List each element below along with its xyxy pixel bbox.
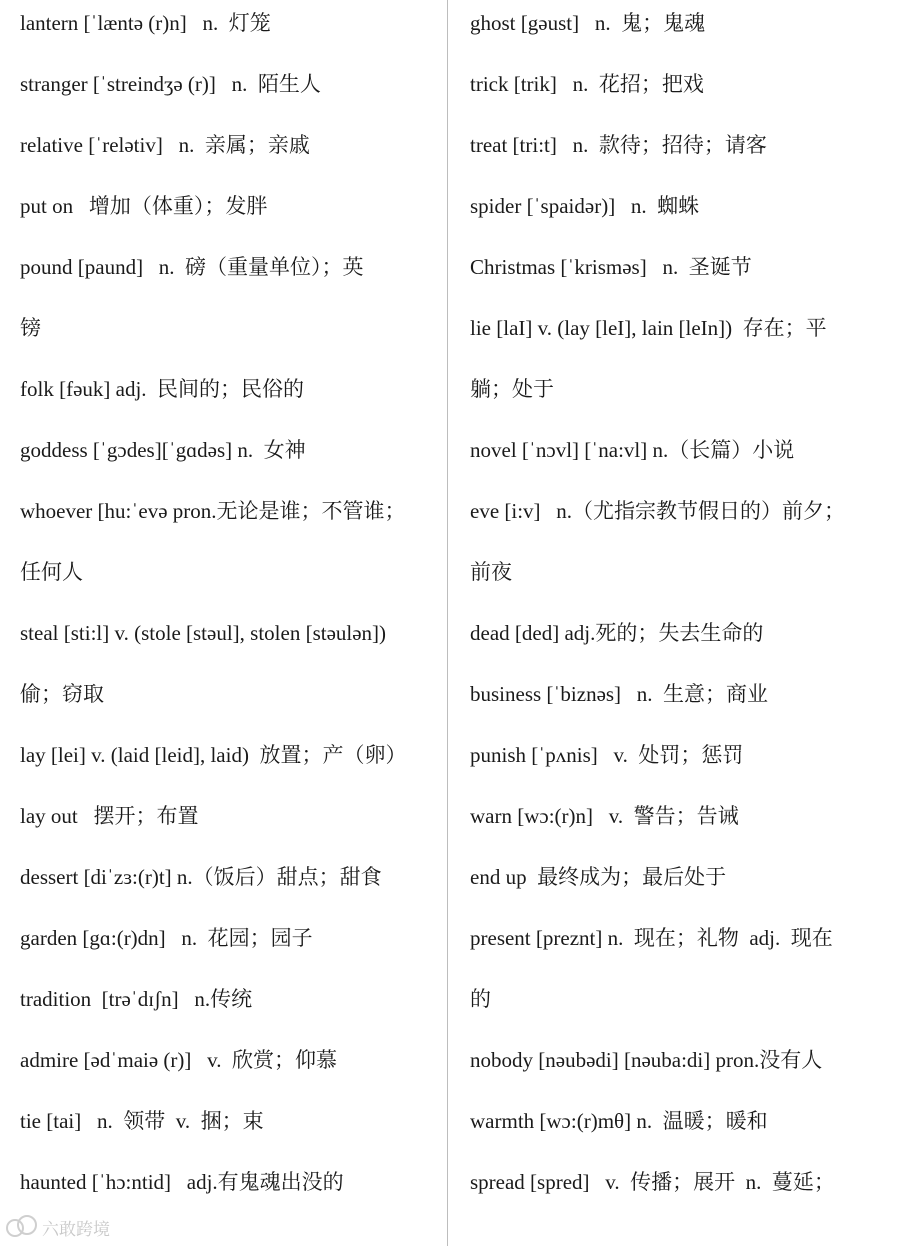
vocab-line: warmth [wɔ:(r)mθ] n. 温暖；暖和: [470, 1109, 768, 1133]
vocab-line: novel [ˈnɔvl] [ˈna:vl] n.（长篇）小说: [470, 438, 795, 462]
vocab-line: eve [i:v] n.（尤指宗教节假日的）前夕；: [470, 499, 846, 523]
vocab-line: folk [fəuk] adj. 民间的；民俗的: [20, 377, 305, 401]
vocab-line: lie [laI] v. (lay [leI], lain [leIn]) 存在；平: [470, 316, 827, 340]
vocab-line: haunted [ˈhɔ:ntid] adj.有鬼魂出没的: [20, 1170, 344, 1194]
vocab-line: dessert [diˈzɜ:(r)t] n.（饭后）甜点；甜食: [20, 865, 382, 889]
vocab-line: dead [ded] adj.死的；失去生命的: [470, 621, 764, 645]
column-divider: [447, 0, 448, 1246]
vocab-line: nobody [nəubədi] [nəuba:di] pron.没有人: [470, 1048, 823, 1072]
vocab-line: 前夜: [470, 560, 512, 584]
vocab-line: business [ˈbiznəs] n. 生意；商业: [470, 682, 769, 706]
vocab-line: steal [sti:l] v. (stole [stəul], stolen [stəulən]): [20, 621, 387, 645]
vocab-line: 偷；窃取: [20, 682, 104, 706]
watermark: [6, 1212, 110, 1242]
vocab-line: 的: [470, 987, 491, 1011]
vocab-line: 躺；处于: [470, 377, 554, 401]
vocab-line: ghost [gəust] n. 鬼；鬼魂: [470, 11, 706, 35]
watermark-logo-icon: [6, 1215, 36, 1239]
vocab-line: lay [lei] v. (laid [leid], laid) 放置；产（卵）: [20, 743, 407, 767]
vocab-line: 任何人: [20, 560, 83, 584]
vocab-line: treat [tri:t] n. 款待；招待；请客: [470, 133, 767, 157]
vocab-line: admire [ədˈmaiə (r)] v. 欣赏；仰慕: [20, 1048, 338, 1072]
vocab-line: goddess [ˈgɔdes][ˈgɑdəs] n. 女神: [20, 438, 306, 462]
vocab-line: 镑: [20, 316, 41, 340]
vocab-line: lay out 摆开；布置: [20, 804, 199, 828]
vocab-line: pound [paund] n. 磅（重量单位）；英: [20, 255, 364, 279]
watermark-text: 六敢跨境: [42, 1219, 110, 1240]
vocab-line: trick [trik] n. 花招；把戏: [470, 72, 704, 96]
vocab-line: warn [wɔ:(r)n] v. 警告；告诫: [470, 804, 739, 828]
vocab-line: whoever [hu:ˈevə pron.无论是谁；不管谁；: [20, 499, 406, 523]
vocab-line: lantern [ˈlæntə (r)n] n. 灯笼: [20, 11, 271, 35]
vocab-line: punish [ˈpʌnis] v. 处罚；惩罚: [470, 743, 744, 767]
vocab-line: spread [spred] v. 传播；展开 n. 蔓延；: [470, 1170, 835, 1194]
vocab-line: relative [ˈrelətiv] n. 亲属；亲戚: [20, 133, 310, 157]
vocab-line: spider [ˈspaidər)] n. 蜘蛛: [470, 194, 700, 218]
vocab-line: garden [gɑ:(r)dn] n. 花园；园子: [20, 926, 313, 950]
vocab-line: Christmas [ˈkrisməs] n. 圣诞节: [470, 255, 752, 279]
vocab-line: tie [tai] n. 领带 v. 捆；束: [20, 1109, 264, 1133]
vocab-line: put on 增加（体重）；发胖: [20, 194, 268, 218]
vocab-line: tradition [trəˈdɪʃn] n.传统: [20, 987, 253, 1011]
vocab-line: stranger [ˈstreindʒə (r)] n. 陌生人: [20, 72, 321, 96]
vocab-line: present [preznt] n. 现在；礼物 adj. 现在: [470, 926, 833, 950]
vocab-line: end up 最终成为；最后处于: [470, 865, 727, 889]
